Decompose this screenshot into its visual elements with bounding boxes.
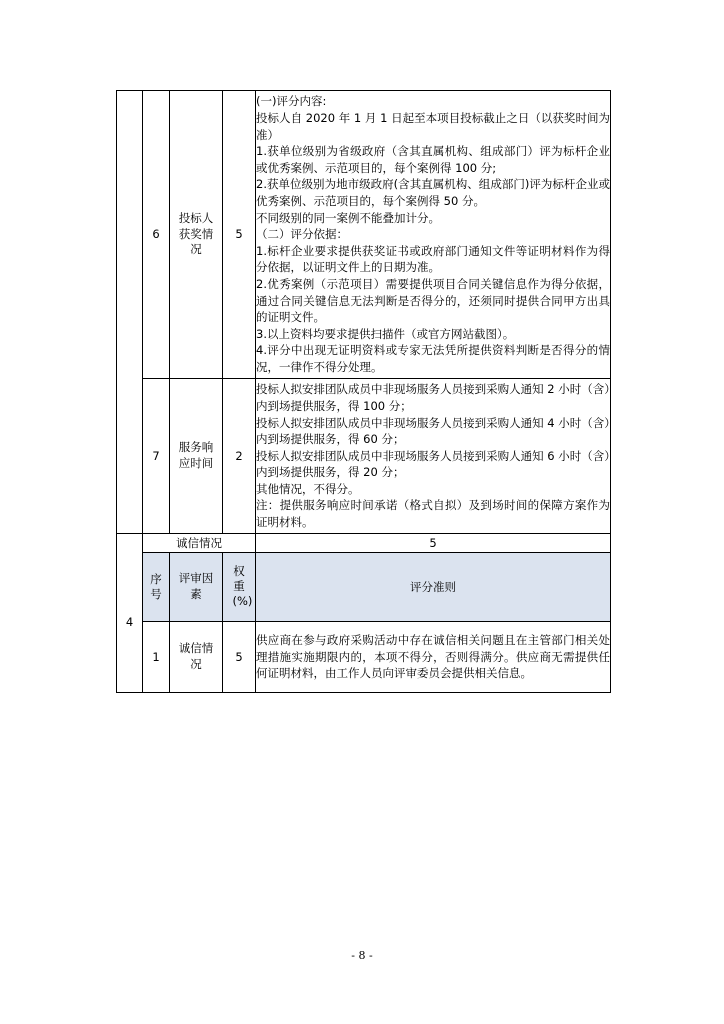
header-criteria: 评分准则 [256,553,611,622]
weight-value: 5 [223,622,256,693]
criteria-line: 投标人自 2020 年 1 月 1 日起至本项目投标截止之日（以获奖时间为准） [256,111,610,142]
header-factor [170,553,223,622]
header-row [117,553,611,622]
criteria-line: 1.获单位级别为省级政府（含其直属机构、组成部门）评为标杆企业或优秀案例、示范项目的，每个案例得 100 分; [256,144,610,175]
criteria-cell [256,91,611,379]
criteria-line: 其他情况，不得分。 [256,481,360,496]
section-number: 4 [117,534,143,693]
criteria-line: 投标人拟安排团队成员中非现场服务人员接到采购人通知 6 小时（含）内到场提供服务，得 20 分； [256,448,610,480]
weight-value: 2 [223,379,256,534]
table-row [117,91,611,379]
criteria-line: (一)评分内容: [256,94,327,109]
criteria-line: （二）评分依据： [256,227,348,242]
section-total-weight: 5 [256,534,611,553]
header-no [143,553,170,622]
header-weight [223,553,256,622]
section-title: 诚信情况 [143,534,256,553]
table-row [117,622,611,693]
factor-text: 服务响应时间 [178,440,214,470]
factor-text: 诚信情况 [178,641,214,671]
criteria-line: 1.标杆企业要求提供获奖证书或政府部门通知文件等证明材料作为得分依据，以证明文件上的日期为准。 [256,243,610,275]
header-weight-text: 权重(%) [232,564,253,609]
criteria-line: 不同级别的同一案例不能叠加计分。 [256,210,440,225]
evaluation-factor [170,379,223,534]
criteria-cell [256,379,611,534]
criteria-line: 投标人拟安排团队成员中非现场服务人员接到采购人通知 4 小时（含）内到场提供服务，得 60 分； [256,415,610,447]
header-no-text: 序号 [150,571,162,601]
criteria-line: 注：提供服务响应时间承诺（格式自拟）及到场时间的保障方案作为证明材料。 [256,498,610,530]
criteria-line: 投标人拟安排团队成员中非现场服务人员接到采购人通知 2 小时（含）内到场提供服务，得 100 分； [256,382,610,413]
category-cell-blank [117,91,143,534]
row-number: 6 [143,91,170,379]
header-factor-text: 评审因素 [178,571,214,601]
criteria-cell: 供应商在参与政府采购活动中存在诚信相关问题且在主管部门相关处理措施实施期限内的，本项不得分，否则得满分。供应商无需提供任何证明材料，由工作人员向评审委员会提供相关信息。 [256,622,611,693]
table-row [117,379,611,534]
criteria-line: 2.获单位级别为地市级政府(含其直属机构、组成部门)评为标杆企业或优秀案例、示范项目的，每个案例得 50 分。 [256,177,610,209]
evaluation-factor [170,91,223,379]
row-number: 1 [143,622,170,693]
weight-value: 5 [223,91,256,379]
page-number: - 8 - [351,949,373,962]
scoring-table [116,90,611,693]
row-number: 7 [143,379,170,534]
criteria-line: 3.以上资料均要求提供扫描件（或官方网站截图）。 [256,326,515,341]
evaluation-factor [170,622,223,693]
section-title-row [117,534,611,553]
factor-text: 投标人获奖情况 [178,211,214,257]
criteria-line: 2.优秀案例（示范项目）需要提供项目合同关键信息作为得分依据，通过合同关键信息无法判断是否得分的，还须同时提供合同甲方出具的证明文件。 [256,276,610,325]
criteria-line: 4.评分中出现无证明资料或专家无法凭所提供资料判断是否得分的情况，一律作不得分处理。 [256,343,610,374]
